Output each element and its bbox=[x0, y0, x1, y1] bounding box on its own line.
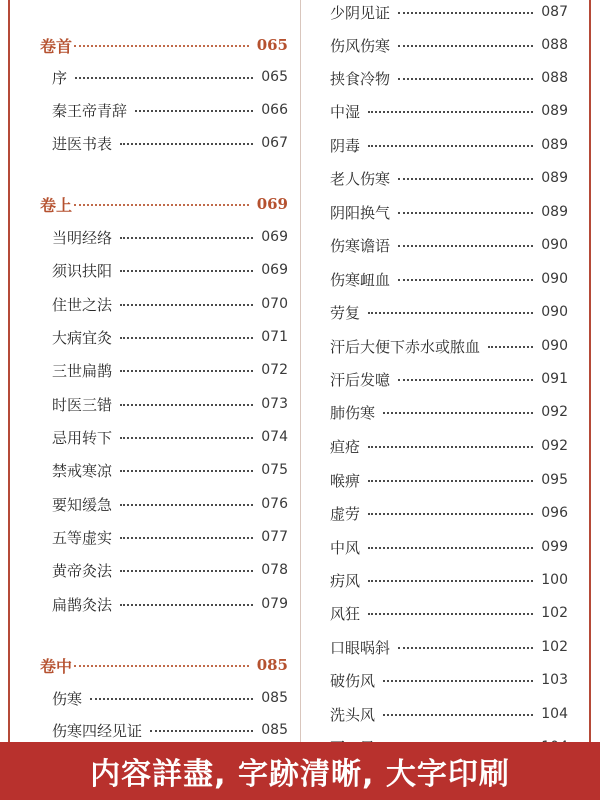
dot-leader bbox=[74, 204, 249, 206]
toc-entry bbox=[330, 267, 568, 291]
toc-entry-page: 069 bbox=[256, 195, 288, 213]
toc-entry-page: 065 bbox=[261, 69, 288, 85]
toc-entry-title: 进医书表 bbox=[52, 134, 113, 153]
dot-leader bbox=[368, 312, 533, 314]
toc-entry-page: 096 bbox=[541, 505, 568, 521]
toc-entry-page: 072 bbox=[261, 362, 288, 378]
toc-entry-page: 089 bbox=[541, 170, 568, 186]
toc-entry bbox=[330, 133, 568, 157]
toc-entry-title: 伤寒谵语 bbox=[330, 236, 391, 255]
dot-leader bbox=[120, 404, 253, 406]
dot-leader bbox=[368, 580, 533, 582]
toc-entry bbox=[52, 492, 288, 516]
promo-banner bbox=[0, 742, 600, 800]
dot-leader bbox=[120, 143, 253, 145]
toc-entry bbox=[52, 65, 288, 89]
toc-entry-page: 090 bbox=[541, 304, 568, 320]
toc-entry-title: 阴阳换气 bbox=[330, 203, 391, 222]
toc-entry bbox=[330, 367, 568, 391]
dot-leader bbox=[120, 304, 253, 306]
toc-entry-title: 老人伤寒 bbox=[330, 169, 391, 188]
toc-entry-title: 序 bbox=[52, 68, 68, 87]
toc-entry bbox=[330, 66, 568, 90]
toc-entry bbox=[330, 200, 568, 224]
toc-entry-title: 黄帝灸法 bbox=[52, 561, 113, 580]
dot-leader bbox=[135, 110, 253, 112]
toc-entry bbox=[330, 300, 568, 324]
dot-leader bbox=[120, 537, 253, 539]
toc-entry-page: 090 bbox=[541, 338, 568, 354]
dot-leader bbox=[398, 212, 533, 214]
toc-entry bbox=[330, 568, 568, 592]
dot-leader bbox=[368, 145, 533, 147]
toc-entry-page: 092 bbox=[541, 438, 568, 454]
toc-entry-title: 伤寒 bbox=[52, 689, 83, 708]
toc-entry-title: 洗头风 bbox=[330, 705, 376, 724]
toc-entry-page: 079 bbox=[261, 596, 288, 612]
toc-section-heading bbox=[40, 653, 288, 677]
toc-entry bbox=[52, 225, 288, 249]
dot-leader bbox=[398, 45, 533, 47]
toc-section-heading bbox=[40, 192, 288, 216]
toc-entry-title: 喉痹 bbox=[330, 471, 361, 490]
dot-leader bbox=[120, 337, 253, 339]
toc-entry-title: 时医三错 bbox=[52, 395, 113, 414]
dot-leader bbox=[120, 270, 253, 272]
dot-leader bbox=[150, 730, 253, 732]
toc-entry-page: 102 bbox=[541, 639, 568, 655]
dot-leader bbox=[398, 12, 533, 14]
toc-entry-title: 伤寒四经见证 bbox=[52, 721, 143, 740]
dot-leader bbox=[120, 237, 253, 239]
dot-leader bbox=[398, 178, 533, 180]
toc-entry-title: 禁戒寒凉 bbox=[52, 461, 113, 480]
toc-entry-title: 伤寒衄血 bbox=[330, 270, 391, 289]
toc-entry-title: 疸疮 bbox=[330, 437, 361, 456]
dot-leader bbox=[398, 245, 533, 247]
dot-leader bbox=[74, 45, 249, 47]
dot-leader bbox=[398, 379, 533, 381]
dot-leader bbox=[120, 370, 253, 372]
toc-entry-title: 破伤风 bbox=[330, 671, 376, 690]
left-border-rule bbox=[8, 0, 10, 742]
toc-entry-page: 089 bbox=[541, 103, 568, 119]
toc-entry-page: 067 bbox=[261, 135, 288, 151]
toc-entry-page: 087 bbox=[541, 4, 568, 20]
toc-entry-title: 挟食冷物 bbox=[330, 69, 391, 88]
toc-entry-page: 104 bbox=[541, 706, 568, 722]
toc-entry-title: 肺伤寒 bbox=[330, 403, 376, 422]
dot-leader bbox=[90, 698, 253, 700]
dot-leader bbox=[398, 78, 533, 80]
dot-leader bbox=[120, 570, 253, 572]
toc-entry bbox=[330, 668, 568, 692]
toc-entry bbox=[330, 468, 568, 492]
toc-entry bbox=[330, 535, 568, 559]
toc-entry-page: 075 bbox=[261, 462, 288, 478]
dot-leader bbox=[488, 346, 533, 348]
toc-entry-title: 中湿 bbox=[330, 102, 361, 121]
toc-entry bbox=[330, 501, 568, 525]
banner-text: 内容詳盡, 字跡清晰, 大字印刷 bbox=[90, 757, 510, 792]
toc-entry-page: 088 bbox=[541, 37, 568, 53]
toc-entry-title: 当明经络 bbox=[52, 228, 113, 247]
toc-entry-page: 077 bbox=[261, 529, 288, 545]
toc-entry-title: 少阴见证 bbox=[330, 3, 391, 22]
toc-entry bbox=[330, 334, 568, 358]
toc-entry-title: 伤风伤寒 bbox=[330, 36, 391, 55]
toc-entry bbox=[52, 592, 288, 616]
toc-entry-page: 089 bbox=[541, 137, 568, 153]
dot-leader bbox=[368, 547, 533, 549]
toc-entry bbox=[52, 686, 288, 710]
dot-leader bbox=[120, 437, 253, 439]
toc-entry-page: 099 bbox=[541, 539, 568, 555]
toc-entry-page: 073 bbox=[261, 396, 288, 412]
toc-entry-title: 须识扶阳 bbox=[52, 261, 113, 280]
column-divider bbox=[300, 0, 301, 742]
dot-leader bbox=[368, 111, 533, 113]
toc-entry-page: 066 bbox=[261, 102, 288, 118]
toc-entry-title: 汗后大便下赤水或脓血 bbox=[330, 337, 481, 356]
toc-entry bbox=[52, 392, 288, 416]
dot-leader bbox=[368, 613, 533, 615]
toc-entry-title: 中风 bbox=[330, 538, 361, 557]
toc-entry-page: 076 bbox=[261, 496, 288, 512]
toc-entry-title: 要知缓急 bbox=[52, 495, 113, 514]
toc-entry-page: 100 bbox=[541, 572, 568, 588]
toc-entry bbox=[330, 601, 568, 625]
toc-entry-page: 090 bbox=[541, 237, 568, 253]
toc-entry-page: 085 bbox=[261, 690, 288, 706]
toc-entry bbox=[52, 98, 288, 122]
toc-entry-page: 071 bbox=[261, 329, 288, 345]
toc-entry-title: 口眼㖞斜 bbox=[330, 638, 391, 657]
dot-leader bbox=[398, 647, 533, 649]
toc-entry-page: 074 bbox=[261, 429, 288, 445]
toc-entry-page: 085 bbox=[261, 722, 288, 738]
dot-leader bbox=[383, 714, 533, 716]
toc-entry-title: 秦王帝青辞 bbox=[52, 101, 128, 120]
toc-entry bbox=[52, 458, 288, 482]
toc-entry-title: 五等虚实 bbox=[52, 528, 113, 547]
dot-leader bbox=[120, 604, 253, 606]
toc-entry-page: 089 bbox=[541, 204, 568, 220]
toc-entry-page: 088 bbox=[541, 70, 568, 86]
toc-entry-page: 103 bbox=[541, 672, 568, 688]
toc-entry bbox=[330, 434, 568, 458]
toc-entry bbox=[52, 425, 288, 449]
toc-entry-page: 069 bbox=[261, 229, 288, 245]
toc-entry bbox=[330, 0, 568, 24]
toc-entry-title: 三世扁鹊 bbox=[52, 361, 113, 380]
toc-entry bbox=[52, 718, 288, 742]
toc-entry-title: 忌用转下 bbox=[52, 428, 113, 447]
toc-entry-title: 卷首 bbox=[40, 36, 73, 56]
dot-leader bbox=[383, 680, 533, 682]
toc-entry-title: 卷上 bbox=[40, 195, 73, 215]
toc-entry-page: 091 bbox=[541, 371, 568, 387]
toc-entry bbox=[330, 166, 568, 190]
toc-entry bbox=[330, 635, 568, 659]
toc-entry bbox=[52, 131, 288, 155]
toc-entry-page: 102 bbox=[541, 605, 568, 621]
toc-entry bbox=[330, 702, 568, 726]
toc-entry-page: 065 bbox=[256, 36, 288, 54]
dot-leader bbox=[120, 504, 253, 506]
dot-leader bbox=[398, 279, 533, 281]
toc-entry-title: 疠风 bbox=[330, 571, 361, 590]
toc-entry-title: 卷中 bbox=[40, 656, 73, 676]
toc-entry-title: 汗后发噫 bbox=[330, 370, 391, 389]
dot-leader bbox=[120, 470, 253, 472]
toc-entry-title: 住世之法 bbox=[52, 295, 113, 314]
dot-leader bbox=[383, 412, 533, 414]
dot-leader bbox=[368, 513, 533, 515]
toc-entry bbox=[52, 558, 288, 582]
dot-leader bbox=[74, 665, 249, 667]
toc-entry bbox=[52, 358, 288, 382]
toc-entry-page: 092 bbox=[541, 404, 568, 420]
toc-entry-title: 虚劳 bbox=[330, 504, 361, 523]
toc-entry bbox=[330, 99, 568, 123]
toc-entry bbox=[52, 258, 288, 282]
toc-entry bbox=[52, 292, 288, 316]
toc-entry-title: 大病宜灸 bbox=[52, 328, 113, 347]
toc-section-heading bbox=[40, 33, 288, 57]
dot-leader bbox=[368, 480, 533, 482]
dot-leader bbox=[368, 446, 533, 448]
toc-entry bbox=[52, 525, 288, 549]
toc-entry-title: 阴毒 bbox=[330, 136, 361, 155]
toc-entry bbox=[330, 33, 568, 57]
toc-entry bbox=[330, 400, 568, 424]
toc-entry-title: 风狂 bbox=[330, 604, 361, 623]
toc-entry-page: 070 bbox=[261, 296, 288, 312]
toc-entry bbox=[330, 233, 568, 257]
toc-entry-page: 078 bbox=[261, 562, 288, 578]
dot-leader bbox=[75, 77, 253, 79]
toc-entry bbox=[52, 325, 288, 349]
toc-entry-page: 090 bbox=[541, 271, 568, 287]
toc-entry-title: 扁鹊灸法 bbox=[52, 595, 113, 614]
toc-entry-page: 095 bbox=[541, 472, 568, 488]
right-border-rule bbox=[589, 0, 591, 742]
toc-entry-title: 劳复 bbox=[330, 303, 361, 322]
toc-entry-page: 069 bbox=[261, 262, 288, 278]
toc-entry-page: 085 bbox=[256, 656, 288, 674]
